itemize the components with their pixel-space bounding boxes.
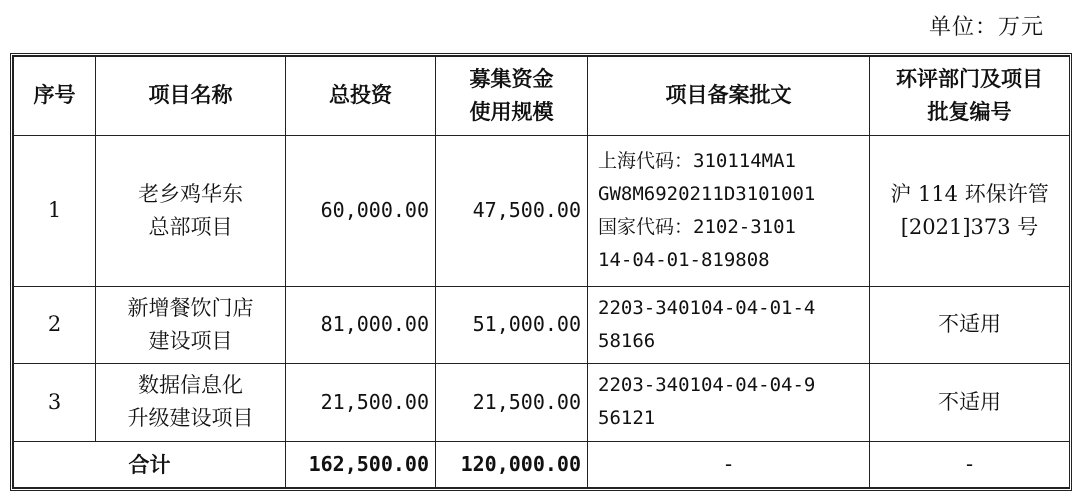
project-table (13, 56, 1070, 488)
cell-raised-funds: 21,500.00 (436, 364, 588, 442)
filing-line: 2203-340104-04-04-9 (598, 374, 816, 397)
filing-line: 上海代码：310114MA1 (598, 149, 796, 172)
filing-line: 国家代码：2102-3101 (598, 215, 796, 238)
env-approval-line2: [2021]373 号 (900, 214, 1039, 239)
cell-seq: 1 (14, 135, 96, 286)
cell-filing-approval (588, 135, 870, 286)
cell-env-approval: 不适用 (870, 286, 1070, 364)
project-name-line2: 总部项目 (148, 214, 233, 239)
cell-filing-approval (588, 364, 870, 442)
cell-project-name (96, 364, 286, 442)
header-project-name: 项目名称 (96, 57, 286, 136)
env-approval-line1: 沪 114 环保许管 (890, 181, 1049, 206)
header-raised-funds-line2: 使用规模 (469, 99, 554, 124)
filing-line: 56121 (598, 407, 656, 430)
table-row (14, 286, 1070, 364)
table-total-row (14, 441, 1070, 487)
unit-label: 单位：万元 (928, 15, 1044, 40)
cell-project-name (96, 286, 286, 364)
cell-total-investment: 81,000.00 (286, 286, 436, 364)
total-label: 合计 (14, 441, 286, 487)
header-env-approval (870, 57, 1070, 136)
project-name-line2: 建设项目 (148, 328, 233, 353)
filing-line: 58166 (598, 329, 656, 352)
total-raised-funds: 120,000.00 (436, 441, 588, 487)
header-total-investment: 总投资 (286, 57, 436, 136)
header-raised-funds-line1: 募集资金 (469, 66, 554, 91)
filing-line: 14-04-01-819808 (598, 248, 770, 271)
header-env-approval-line1: 环评部门及项目 (896, 66, 1043, 91)
cell-total-investment: 21,500.00 (286, 364, 436, 442)
total-investment: 162,500.00 (286, 441, 436, 487)
project-name-line1: 新增餐饮门店 (127, 295, 254, 320)
total-env: - (870, 441, 1070, 487)
header-env-approval-line2: 批复编号 (927, 99, 1012, 124)
cell-seq: 2 (14, 286, 96, 364)
cell-env-approval: 不适用 (870, 364, 1070, 442)
cell-project-name (96, 135, 286, 286)
project-table-frame (10, 53, 1072, 491)
cell-env-approval (870, 135, 1070, 286)
filing-line: GW8M6920211D3101001 (598, 182, 816, 205)
header-seq: 序号 (14, 57, 96, 136)
table-row (14, 135, 1070, 286)
project-name-line1: 数据信息化 (138, 373, 243, 398)
filing-line: 2203-340104-04-01-4 (598, 296, 816, 319)
project-name-line2: 升级建设项目 (127, 406, 254, 431)
cell-total-investment: 60,000.00 (286, 135, 436, 286)
project-name-line1: 老乡鸡华东 (138, 181, 243, 206)
cell-filing-approval (588, 286, 870, 364)
cell-raised-funds: 51,000.00 (436, 286, 588, 364)
table-row (14, 364, 1070, 442)
table-header-row (14, 57, 1070, 136)
cell-seq: 3 (14, 364, 96, 442)
header-filing-approval: 项目备案批文 (588, 57, 870, 136)
total-filing: - (588, 441, 870, 487)
cell-raised-funds: 47,500.00 (436, 135, 588, 286)
header-raised-funds (436, 57, 588, 136)
